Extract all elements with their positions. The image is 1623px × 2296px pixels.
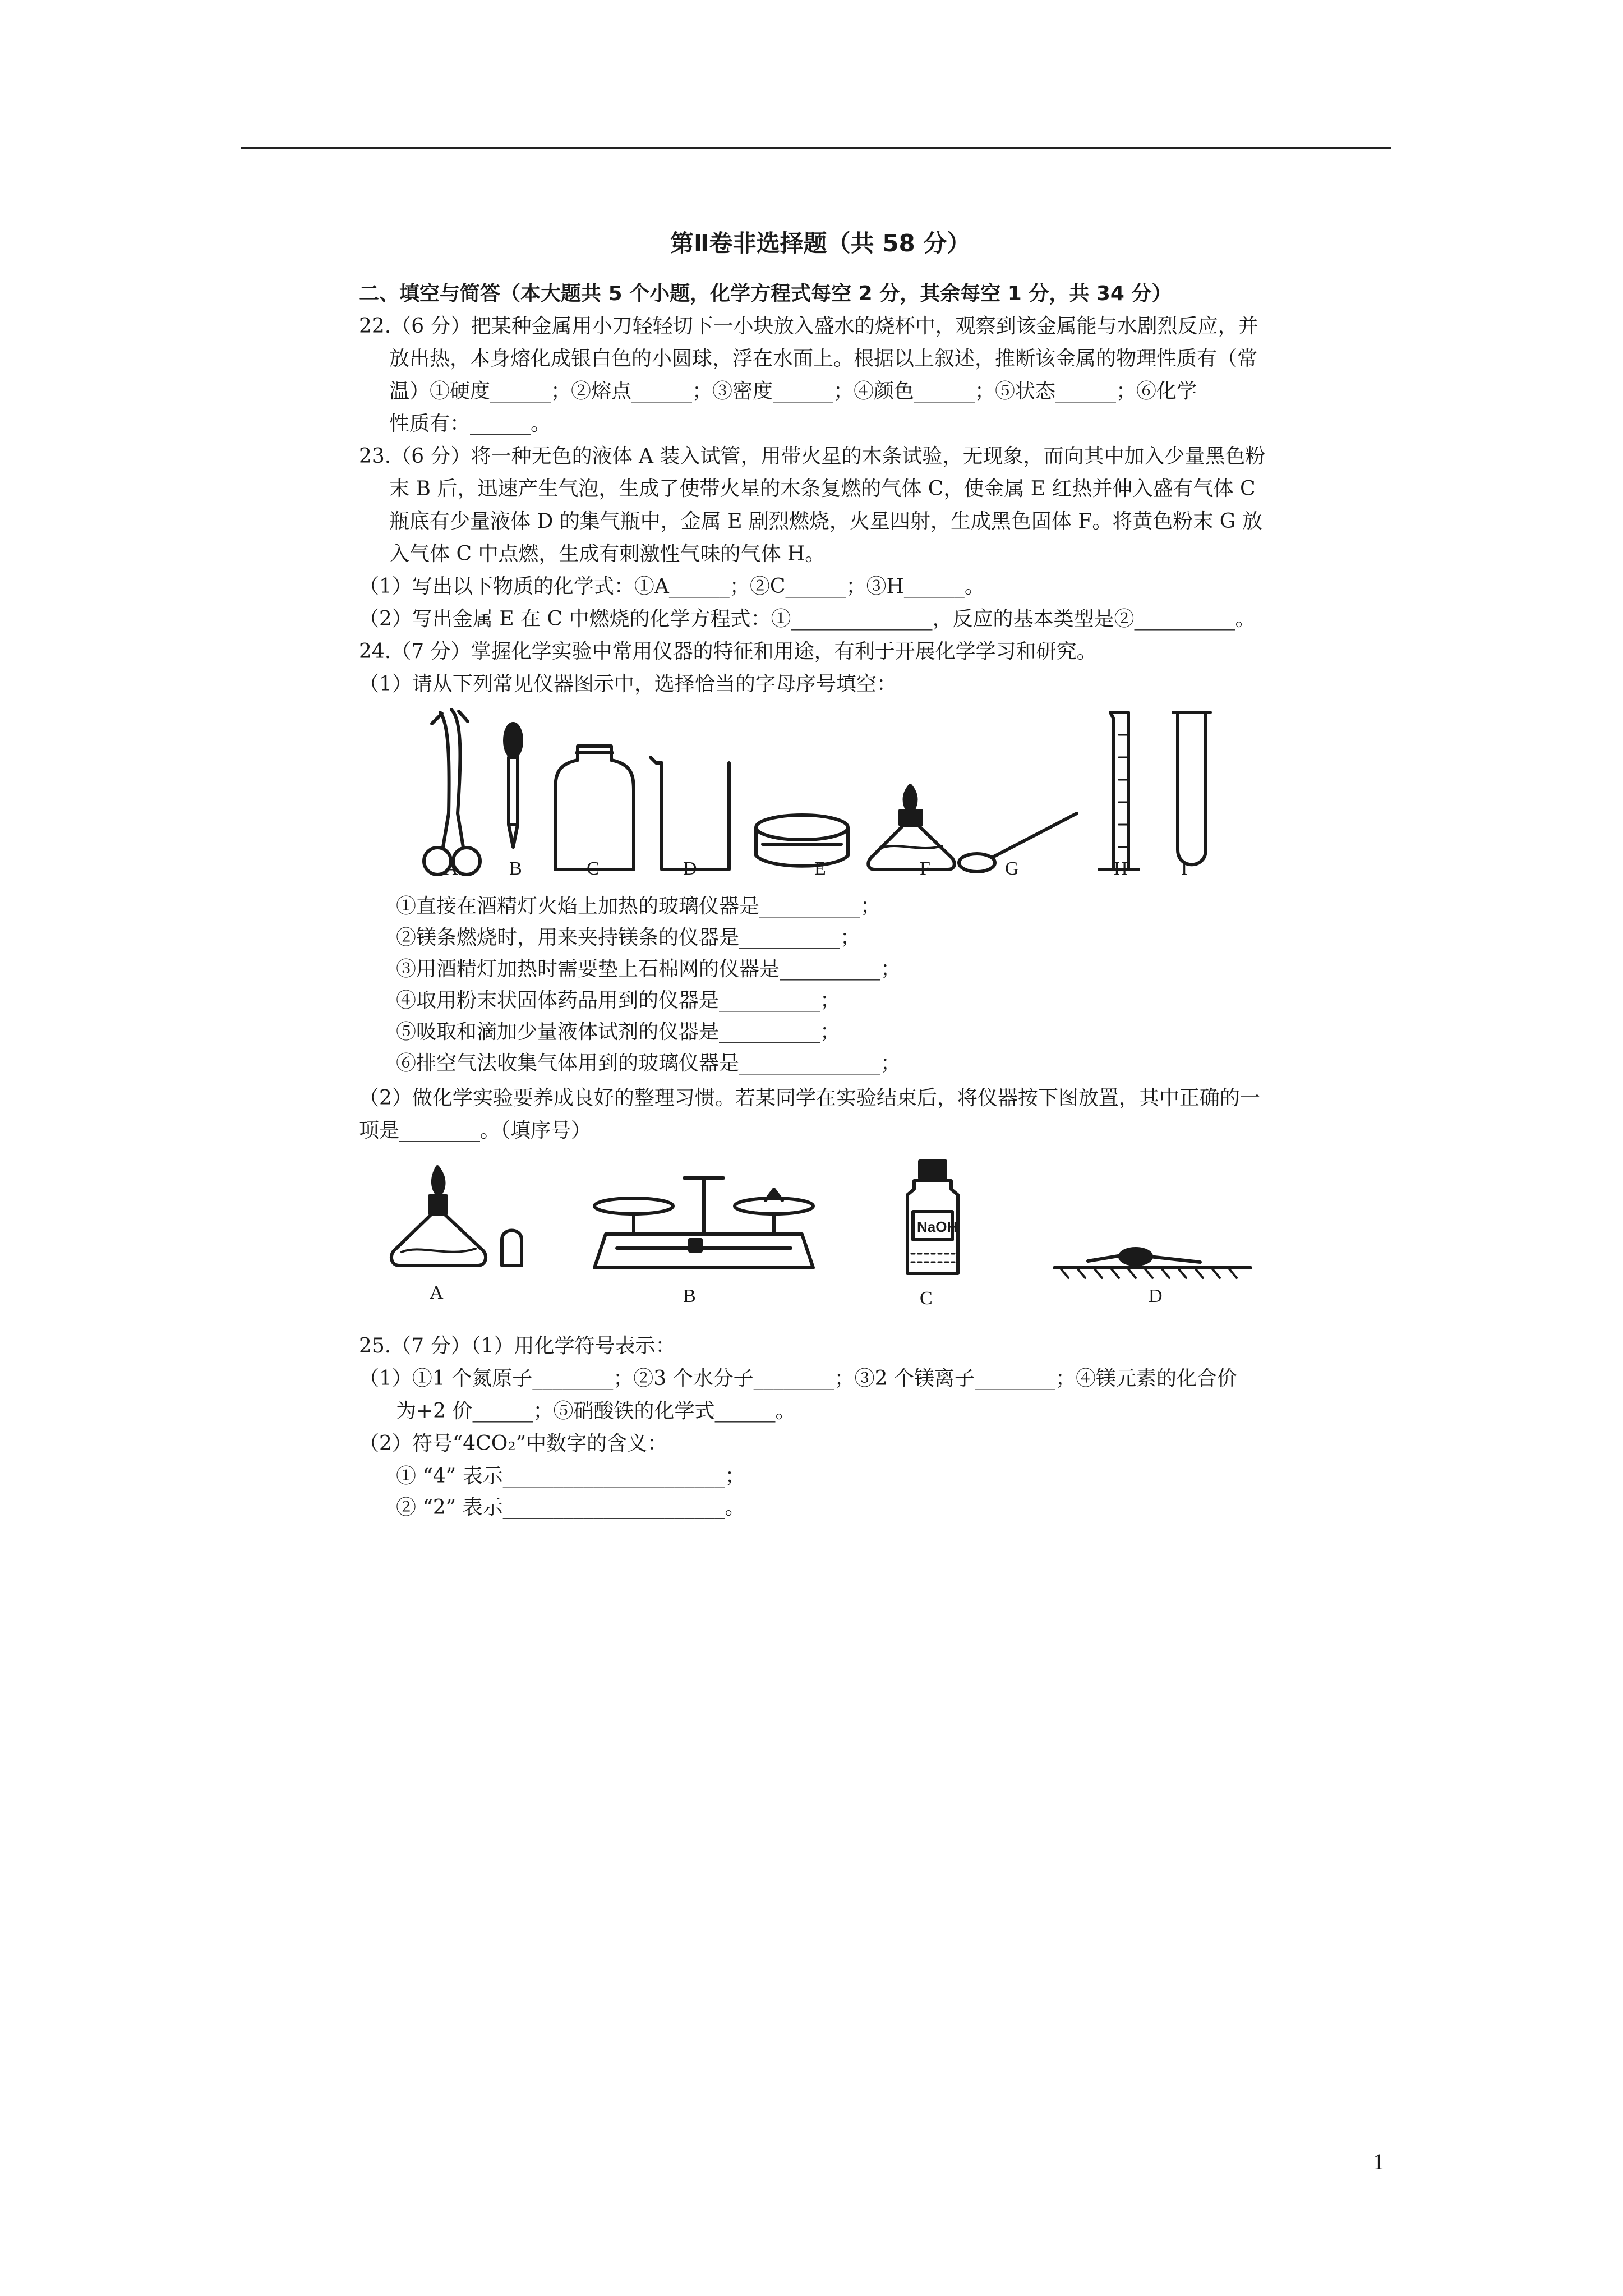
- part-title: 第Ⅱ卷非选择题（共 58 分）: [670, 229, 971, 257]
- gas-jar-icon: [555, 746, 634, 869]
- placement-label-d: D: [1149, 1286, 1163, 1306]
- q24-sub1: ①直接在酒精灯火焰上加热的玻璃仪器是__________；: [396, 895, 881, 918]
- q23-line1: 23.（6 分）将一种无色的液体 A 装入试管，用带火星的木条试验，无现象，而向其中加入少量黑色粉: [359, 445, 1266, 468]
- q24-sub5: ⑤吸取和滴加少量液体试剂的仪器是__________；: [396, 1020, 841, 1043]
- q25-line4: （2）符号“4CO₂”中数字的含义：: [359, 1432, 668, 1455]
- crucible-tongs-icon: [424, 710, 480, 875]
- instrument-label-i: I: [1181, 858, 1188, 879]
- q22-line3: 温）①硬度______；②熔点______；③密度______；④颜色______；⑤状态______；⑥化学: [389, 380, 1197, 403]
- q24-part2-line2: 项是________。（填序号）: [359, 1119, 592, 1142]
- placement-figure: [381, 1156, 1256, 1290]
- alcohol-lamp-icon: [868, 785, 954, 869]
- naoh-bottle-icon: [907, 1161, 958, 1273]
- q23-part2: （2）写出金属 E 在 C 中燃烧的化学方程式：①______________，反应的基本类型是②__________。: [359, 608, 1256, 631]
- placement-label-a: A: [430, 1282, 444, 1303]
- section-heading: 二、填空与简答（本大题共 5 个小题，化学方程式每空 2 分，其余每空 1 分，共 34 分）: [359, 282, 1172, 305]
- q24-line2: （1）请从下列常见仪器图示中，选择恰当的字母序号填空：: [359, 673, 897, 696]
- dropper-icon: [505, 724, 522, 847]
- q23-line4: 入气体 C 中点燃，生成有刺激性气味的气体 H。: [389, 542, 826, 565]
- graduated-cylinder-icon: [1099, 712, 1138, 869]
- q25-line3: 为+2 价______；⑤硝酸铁的化学式______。: [396, 1400, 796, 1423]
- instrument-label-c: C: [587, 858, 600, 879]
- q24-sub6: ⑥排空气法收集气体用到的玻璃仪器是______________；: [396, 1052, 901, 1075]
- q25-line1: 25.（7 分）（1）用化学符号表示：: [359, 1335, 676, 1358]
- q23-part1: （1）写出以下物质的化学式：①A______；②C______；③H______。: [359, 575, 985, 598]
- q23-line3: 瓶底有少量液体 D 的集气瓶中，金属 E 剧烈燃烧，火星四射，生成黑色固体 F。将黄色粉末 G 放: [389, 510, 1262, 533]
- q24-line1: 24.（7 分）掌握化学实验中常用仪器的特征和用途，有利于开展化学学习和研究。: [359, 640, 1097, 663]
- instrument-label-h: H: [1114, 858, 1128, 879]
- instrument-label-d: D: [683, 858, 697, 879]
- q22-line4: 性质有：______。: [389, 412, 551, 435]
- q25-line6: ② “2” 表示______________________。: [396, 1496, 745, 1519]
- placement-label-b: B: [683, 1286, 696, 1306]
- q22-line1: 22.（6 分）把某种金属用小刀轻轻切下一小块放入盛水的烧杯中，观察到该金属能与水剧烈反应，并: [359, 315, 1258, 338]
- beaker-icon: [651, 757, 729, 869]
- q24-part2-line1: （2）做化学实验要养成良好的整理习惯。若某同学在实验结束后，将仪器按下图放置，其中正确的一: [359, 1087, 1260, 1110]
- evaporating-dish-icon: [756, 815, 848, 866]
- test-tube-icon: [1173, 712, 1210, 864]
- instrument-label-f: F: [920, 858, 930, 879]
- instrument-label-b: B: [509, 858, 522, 879]
- q24-sub3: ③用酒精灯加热时需要垫上石棉网的仪器是__________；: [396, 958, 901, 981]
- q24-sub2: ②镁条燃烧时，用来夹持镁条的仪器是__________；: [396, 926, 861, 949]
- balance-icon: [594, 1178, 813, 1268]
- top-rule: [241, 147, 1391, 149]
- q24-sub4: ④取用粉末状固体药品用到的仪器是__________；: [396, 989, 841, 1012]
- dropper-on-table-icon: [1054, 1249, 1251, 1278]
- q25-line2: （1）①1 个氮原子________；②3 个水分子________；③2 个镁离子________；④镁元素的化合价: [359, 1367, 1237, 1390]
- placement-label-c: C: [920, 1288, 933, 1309]
- q22-line2: 放出热，本身熔化成银白色的小圆球，浮在水面上。根据以上叙述，推断该金属的物理性质有（常: [389, 347, 1258, 370]
- bottle-label: NaOH: [917, 1218, 958, 1235]
- instrument-label-e: E: [814, 858, 826, 879]
- instrument-label-a: A: [444, 858, 458, 879]
- instrument-label-g: G: [1005, 858, 1019, 879]
- q25-line5: ① “4” 表示______________________；: [396, 1465, 745, 1488]
- lit-alcohol-lamp-icon: [391, 1167, 522, 1266]
- page-number: 1: [1373, 2149, 1384, 2174]
- q23-line2: 末 B 后，迅速产生气泡，生成了使带火星的木条复燃的气体 C，使金属 E 红热并伸入盛有气体 C: [389, 477, 1256, 500]
